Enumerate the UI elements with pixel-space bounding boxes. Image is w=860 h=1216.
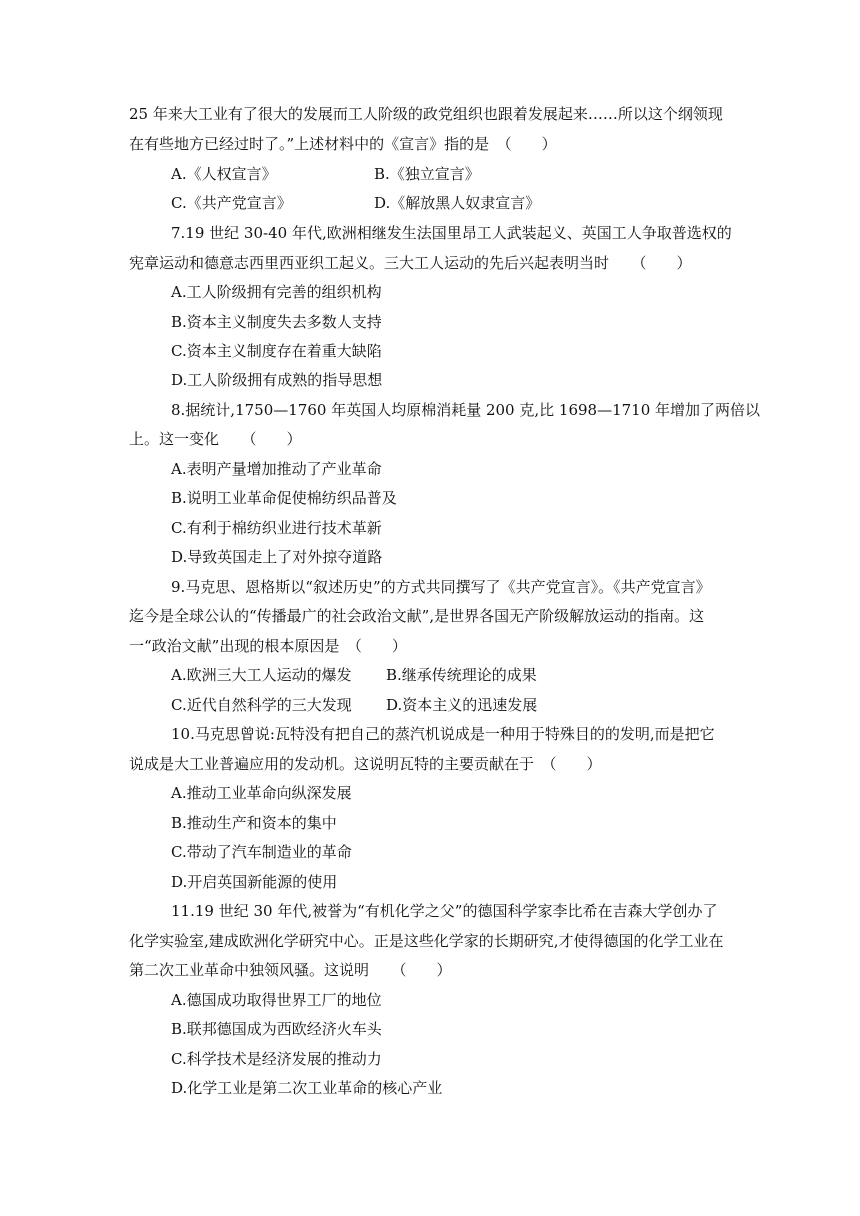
- q9-text-line3: 一“政治文献”出现的根本原因是 （ ）: [129, 637, 407, 655]
- q6-text-line2: 在有些地方已经过时了。”上述材料中的《宣言》指的是 （ ）: [129, 135, 557, 153]
- q7-option-b: B.资本主义制度失去多数人支持: [171, 313, 382, 331]
- q9-text-line2: 迄今是全球公认的“传播最广的社会政治文献”,是世界各国无产阶级解放运动的指南。这: [129, 607, 705, 625]
- q9-option-c: C.近代自然科学的三大发现: [171, 696, 352, 714]
- q11-text-line2: 化学实验室,建成欧洲化学研究中心。正是这些化学家的长期研究,才使得德国的化学工业在: [129, 932, 724, 950]
- q6-option-b: B.《独立宣言》: [374, 165, 480, 183]
- q10-option-a: A.推动工业革命向纵深发展: [171, 784, 352, 802]
- q8-option-c: C.有利于棉纺织业进行技术革新: [171, 519, 382, 537]
- q7-option-d: D.工人阶级拥有成熟的指导思想: [171, 371, 383, 389]
- q7-option-a: A.工人阶级拥有完善的组织机构: [171, 283, 382, 301]
- q10-text-line2: 说成是大工业普遍应用的发动机。这说明瓦特的主要贡献在于 （ ）: [129, 755, 602, 773]
- q10-option-c: C.带动了汽车制造业的革命: [171, 843, 352, 861]
- q11-option-d: D.化学工业是第二次工业革命的核心产业: [171, 1079, 443, 1097]
- q10-option-b: B.推动生产和资本的集中: [171, 814, 337, 832]
- q8-text-line2: 上。这一变化 （ ）: [129, 430, 302, 448]
- q8-option-a: A.表明产量增加推动了产业革命: [171, 460, 382, 478]
- q6-option-a: A.《人权宣言》: [171, 165, 277, 183]
- q8-option-b: B.说明工业革命促使棉纺织品普及: [171, 489, 397, 507]
- q10-text-line1: 10.马克思曾说:瓦特没有把自己的蒸汽机说成是一种用于特殊目的的发明,而是把它: [171, 725, 715, 743]
- q9-option-b: B.继承传统理论的成果: [386, 666, 537, 684]
- q6-text-line1: 25 年来大工业有了很大的发展而工人阶级的政党组织也跟着发展起来……所以这个纲领现: [129, 105, 723, 123]
- q9-option-d: D.资本主义的迅速发展: [386, 696, 538, 714]
- q7-text-line2: 宪章运动和德意志西里西亚织工起义。三大工人运动的先后兴起表明当时 （ ）: [129, 254, 692, 272]
- q7-text-line1: 7.19 世纪 30-40 年代,欧洲相继发生法国里昂工人武装起义、英国工人争取普选权的: [171, 224, 732, 242]
- q8-text-line1: 8.据统计,1750—1760 年英国人均原棉消耗量 200 克,比 1698—1710 年增加了两倍以: [171, 401, 761, 419]
- q11-option-a: A.德国成功取得世界工厂的地位: [171, 991, 382, 1009]
- q9-option-a: A.欧洲三大工人运动的爆发: [171, 666, 352, 684]
- q6-option-c: C.《共产党宣言》: [171, 194, 292, 212]
- q11-option-c: C.科学技术是经济发展的推动力: [171, 1050, 382, 1068]
- q6-option-d: D.《解放黑人奴隶宣言》: [374, 194, 541, 212]
- q7-option-c: C.资本主义制度存在着重大缺陷: [171, 342, 382, 360]
- q8-option-d: D.导致英国走上了对外掠夺道路: [171, 548, 383, 566]
- q11-text-line1: 11.19 世纪 30 年代,被誉为“有机化学之父”的德国科学家李比希在吉森大学创办了: [171, 902, 718, 920]
- q10-option-d: D.开启英国新能源的使用: [171, 873, 338, 891]
- q11-text-line3: 第二次工业革命中独领风骚。这说明 （ ）: [129, 961, 452, 979]
- q11-option-b: B.联邦德国成为西欧经济火车头: [171, 1020, 382, 1038]
- q9-text-line1: 9.马克思、恩格斯以“叙述历史”的方式共同撰写了《共产党宣言》。《共产党宣言》: [171, 578, 711, 596]
